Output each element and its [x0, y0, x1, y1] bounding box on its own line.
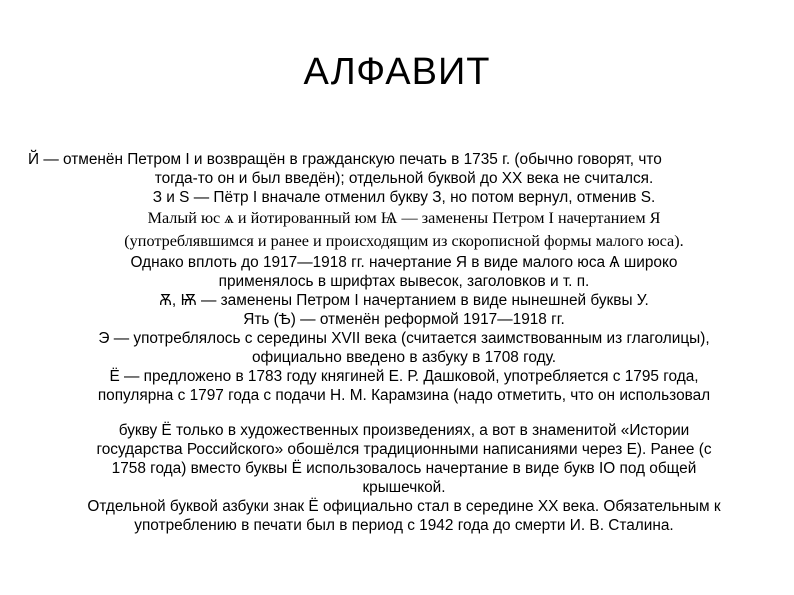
text-line: Ять (Ѣ) — отменён реформой 1917—1918 гг.: [243, 311, 565, 328]
text-line: букву Ё только в художественных произведениях, а вот в знаменитой «Истории: [118, 422, 690, 439]
text-line: применялось в шрифтах вывесок, заголовков и т. п.: [218, 273, 590, 290]
text-line: Ѫ, Ѭ — заменены Петром I начертанием в виде нынешней буквы У.: [159, 292, 649, 309]
text-line: Однако вплоть до 1917—1918 гг. начертание Я в виде малого юса Ѧ широко: [130, 254, 678, 271]
text-line: государства Российского» обошёлся традиционными написаниями через Е). Ранее (с: [96, 441, 712, 458]
text-line: Отдельной буквой азбуки знак Ё официально стал в середине XX века. Обязательным к: [87, 498, 721, 515]
text-line: крышечкой.: [362, 479, 446, 496]
text-line: Малый юс ѧ и йотированный юм Ѩ — заменены Петром I начертанием Я: [147, 209, 661, 227]
text-line: (употреблявшимся и ранее и происходящим из скорописной формы малого юса).: [124, 232, 684, 250]
text-line: употреблению в печати был в период с 1942 года до смерти И. В. Сталина.: [134, 517, 674, 534]
text-line: популярна с 1797 года с подачи Н. М. Карамзина (надо отметить, что он использовал: [97, 387, 711, 404]
slide-title: АЛФАВИТ: [303, 51, 491, 93]
text-line: З и S — Пётр I вначале отменил букву З, но потом вернул, отменив S.: [152, 189, 656, 206]
text-line: тогда-то он и был введён); отдельной буквой до XX века не считался.: [154, 170, 654, 187]
text-line: Э — употреблялось с середины XVII века (считается заимствованным из глаголицы),: [98, 330, 710, 347]
text-line: 1758 года) вместо буквы Ё использовалось начертание в виде букв IO под общей: [111, 460, 697, 477]
text-line: Ё — предложено в 1783 году княгиней Е. Р. Дашковой, употребляется с 1795 года,: [109, 368, 699, 385]
slide-body: [28, 150, 780, 535]
text-line: Й — отменён Петром I и возвращён в гражданскую печать в 1735 г. (обычно говорят, что: [28, 151, 662, 168]
text-line: официально введено в азбуку в 1708 году.: [251, 349, 557, 366]
